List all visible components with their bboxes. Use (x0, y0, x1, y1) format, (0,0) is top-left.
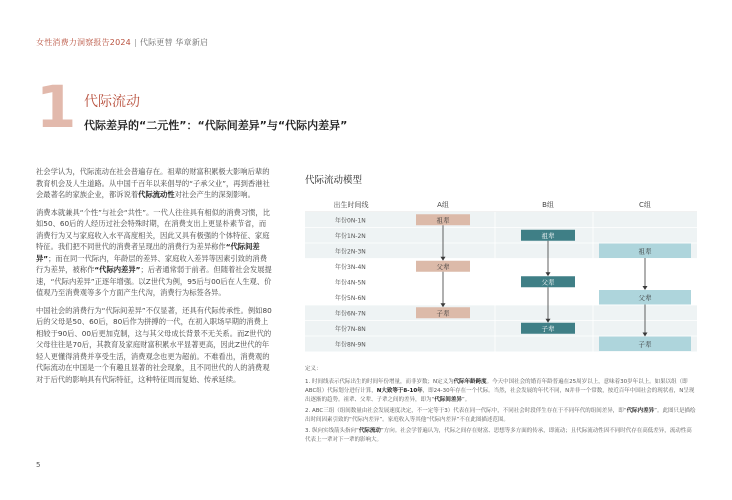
definition-1 (305, 378, 697, 405)
body-text (36, 166, 273, 391)
row-label: 年份7N-8N (335, 325, 366, 333)
generation-box-label: 祖辈 (436, 216, 450, 225)
generation-box-label: 父辈 (638, 293, 652, 302)
p2a-text: 消费本就兼具“个性”与社会“共性”。一代人往往具有相似的消费习惯，比如50、60后的人经历过社会特殊时期，在消费支出上更显朴素节省，而消费行为又与家庭收入水平高度相关，因此又具有极强的个体特征、家庭特征。我们把不同世代的消费者呈现出的消费行为差异称作 (36, 207, 271, 251)
section-subtitle: 代际差异的“二元性”：“代际间差异”与“代际内差异” (84, 119, 348, 132)
row-label: 年份5N-6N (335, 294, 366, 302)
p1-tail: 对社会产生的深刻影响。 (174, 190, 255, 199)
n1c: 。今天中国社会的婚育年龄普遍在25周岁以上，意味着30岁年以上。如果以组（即ABC组）代际划分进行计算， (305, 379, 688, 394)
report-title: 女性消费力洞察报告2024 (36, 38, 131, 47)
generation-box-label: 祖辈 (541, 231, 555, 240)
generation-box-label: 祖辈 (638, 247, 652, 256)
generation-box-label: 父辈 (436, 262, 450, 271)
n2b: 代际内差异 (626, 408, 655, 414)
p2-bold-1: “代际间差异” (36, 242, 260, 263)
header-section: 代际更替 华章新启 (139, 38, 209, 47)
group-header-B组: B组 (542, 201, 554, 209)
p1-text: 社会学认为，代际流动在社会普遍存在。祖辈的财富积累极大影响后辈的教育机会及人生道路。从中国千百年以来倡导的“子承父业”，再到香港社会最著名的家族企业，都诉说着 (36, 167, 270, 199)
p2b-text: ；而在同一代际内，年龄层的差异、家庭收入差异等因素引致的消费行为差异，被称作 (36, 253, 267, 274)
section-title: 代际流动 (84, 94, 140, 110)
section-number: 1 (36, 73, 77, 141)
generation-flow-diagram (305, 196, 697, 354)
group-header-A组: A组 (437, 201, 449, 209)
timeline-header: 出生时间线 (333, 201, 369, 209)
p1-bold: 代际流动性 (138, 190, 175, 199)
row-label: 年份4N-5N (335, 279, 366, 287)
page-number: 5 (36, 461, 41, 469)
row-label: 年份0N-1N (335, 217, 366, 225)
row-label: 年份1N-2N (335, 232, 366, 240)
generation-box-label: 子辈 (436, 309, 450, 318)
n1b: 代际年龄跨度 (453, 379, 487, 385)
row-label: 年份2N-3N (335, 248, 366, 256)
n2a: 2. ABC三组（组间数量由社会发展速度决定，不一定等于3）代表在同一代际中，不同社会时段伴生存在于不同年代的组间差异，即“ (305, 408, 627, 414)
definition-2 (305, 407, 697, 425)
p2-bold-2: “代际内差异” (94, 265, 141, 274)
definitions (305, 365, 697, 447)
generation-box-label: 子辈 (541, 324, 555, 333)
paragraph-3: 中国社会的消费行为“代际间差异”不仅显著，还具有代际传承性。例如80后的父母是50、60后，80后作为拼搏的一代，在初入职场早期的消费上相较于90后、00后更加克制，这与其父母成长背景不无关系。而Z世代的父母往往是70后，其教育及家庭财富积累水平显著更高，因此Z世代的年轻人更懂得消费并享受生活，消费观念也更为超前。不难看出，消费观的代际流动在中国是一个有趣且显著的社会现象，且不同世代的人的消费观对于后代的影响具有代际特征，这种特征周而复始、传承延续。 (36, 305, 272, 384)
row-label: 年份6N-7N (335, 310, 366, 318)
n3c: ”方向。社会学普遍认为，代际之间存在财富、思想等多方面的传承，即流动；且代际流动性因不同时代存在高低差异，流动性高代表上一辈对下一辈的影响大。 (305, 428, 692, 443)
p2c-text: ；后者通常弱于前者。但随着社会发展提速，“代际内差异”正逐年增强。以Z世代为例，95后与00后在人生观、价值观乃至消费观等多个方面产生代沟，消费行为标签各异。 (36, 265, 272, 297)
report-header (36, 37, 208, 48)
n1f: 代际间差异 (434, 397, 462, 403)
row-label: 年份8N-9N (335, 341, 366, 349)
n1a: 1. 时间线表示代际出生的时间年份增量，而非岁数；N定义为 (305, 379, 454, 385)
paragraph-1 (36, 166, 273, 201)
n3b: 代际流动 (358, 428, 381, 434)
n1g: ”。 (461, 397, 471, 403)
chart-title: 代际流动模型 (305, 175, 363, 186)
generation-box-label: 父辈 (541, 278, 555, 287)
definitions-title: 定义： (305, 366, 322, 372)
group-header-C组: C组 (639, 201, 651, 209)
n1d: N大致等于8-10年 (376, 388, 423, 394)
row-label: 年份3N-4N (335, 263, 366, 271)
header-separator: | (133, 38, 137, 47)
generation-box-label: 子辈 (638, 340, 652, 349)
n2c: ”。此图只是描绘出时间因素引致的“代际内差异”。家庭收入等其他“代际内差异”不在此图描述范围。 (305, 408, 696, 423)
paragraph-2 (36, 207, 273, 299)
n3a: 3. 纵向实线箭头指向“ (305, 428, 359, 434)
n1e: ，即24-30年存在一个代际。当然，社会发展的年代不同，N并非一个常数，按近百年中国社会的现状看，N呈现出逐渐的趋势。祖辈、父辈、子辈之间的差异，即为“ (305, 388, 695, 403)
definition-3 (305, 427, 697, 445)
